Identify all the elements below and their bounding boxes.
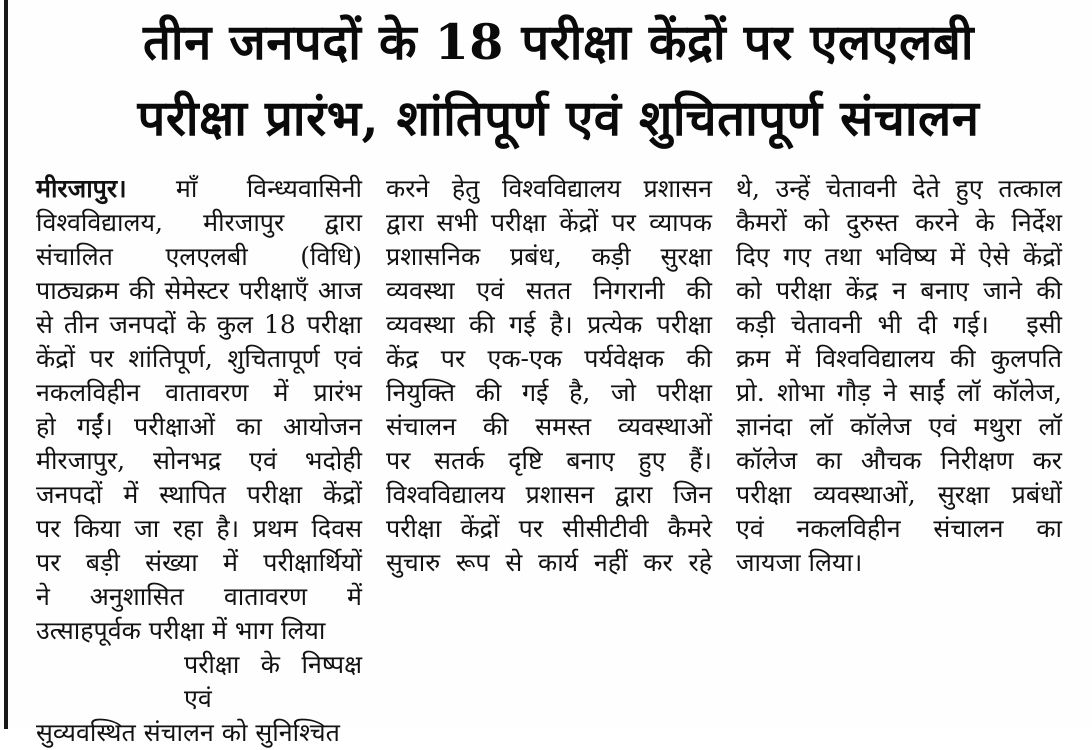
article-line: नियुक्ति की गई है, जो परीक्षा <box>386 378 712 407</box>
headline-line-1: तीन जनपदों के 18 परीक्षा केंद्रों पर एलएलबी <box>142 13 975 71</box>
left-border-rule <box>4 0 8 729</box>
article-line: नकलविहीन वातावरण में प्रारंभ <box>36 378 362 407</box>
article-line: एवं नकलविहीन संचालन का <box>736 514 1062 543</box>
article-line: पाठ्यक्रम की सेमेस्टर परीक्षाएँ आज <box>36 276 362 305</box>
article-line: प्रशासनिक प्रबंध, कड़ी सुरक्षा <box>386 242 712 271</box>
article-line: दिए गए तथा भविष्य में ऐसे केंद्रों <box>736 242 1062 271</box>
headline-line-2: परीक्षा प्रारंभ, शांतिपूर्ण एवं शुचितापूर्ण संचालन <box>137 89 980 147</box>
article-line: मीरजापुर, सोनभद्र एवं भदोही <box>36 446 362 475</box>
article-column-1 <box>36 172 362 750</box>
article-line: सुचारु रूप से कार्य नहीं कर रहे <box>386 548 712 577</box>
article-line: थे, उन्हें चेतावनी देते हुए तत्काल <box>736 174 1062 203</box>
article-line: प्रो. शोभा गौड़ ने साईं लॉ कॉलेज, <box>736 378 1062 407</box>
article-line: से तीन जनपदों के कुल 18 परीक्षा <box>36 310 362 339</box>
article-line: परीक्षा के निष्पक्ष एवं <box>184 650 362 713</box>
article-line: द्वारा सभी परीक्षा केंद्रों पर व्यापक <box>386 208 712 237</box>
article-line: ने अनुशासित वातावरण में <box>36 582 362 611</box>
article-line: मीरजापुर। माँ विन्ध्यवासिनी <box>36 174 362 203</box>
article-line: केंद्र पर एक-एक पर्यवेक्षक की <box>386 344 712 373</box>
article-line: केंद्रों पर शांतिपूर्ण, शुचितापूर्ण एवं <box>36 344 362 373</box>
article-headline <box>0 0 1092 156</box>
article-line: कड़ी चेतावनी भी दी गई। इसी <box>736 310 1062 339</box>
article-column-3 <box>736 172 1062 750</box>
article-line: व्यवस्था की गई है। प्रत्येक परीक्षा <box>386 310 712 339</box>
article-line: व्यवस्था एवं सतत निगरानी की <box>386 276 712 305</box>
dateline: मीरजापुर। <box>36 174 127 203</box>
article-line: विश्वविद्यालय, मीरजापुर द्वारा <box>36 208 362 237</box>
article-line: हो गईं। परीक्षाओं का आयोजन <box>36 412 362 441</box>
article-line: करने हेतु विश्वविद्यालय प्रशासन <box>386 174 712 203</box>
article-line: विश्वविद्यालय प्रशासन द्वारा जिन <box>386 480 712 509</box>
article-line: सुव्यवस्थित संचालन को सुनिश्चित <box>36 718 340 747</box>
article-line: पर बड़ी संख्या में परीक्षार्थियों <box>36 548 362 577</box>
article-line: संचालित एलएलबी (विधि) <box>36 242 362 271</box>
article-line: पर सतर्क दृष्टि बनाए हुए हैं। <box>386 446 712 475</box>
article-line: कैमरों को दुरुस्त करने के निर्देश <box>736 208 1062 237</box>
article-body <box>0 156 1092 750</box>
article-line: उत्साहपूर्वक परीक्षा में भाग लिया <box>36 616 326 645</box>
article-line: कॉलेज का औचक निरीक्षण कर <box>736 446 1062 475</box>
article-line: परीक्षा केंद्रों पर सीसीटीवी कैमरे <box>386 514 712 543</box>
article-line: ज्ञानंदा लॉ कॉलेज एवं मथुरा लॉ <box>736 412 1062 441</box>
article-line: जायजा लिया। <box>736 548 863 577</box>
article-line: परीक्षा व्यवस्थाओं, सुरक्षा प्रबंधों <box>736 480 1062 509</box>
article-line: को परीक्षा केंद्र न बनाए जाने की <box>736 276 1062 305</box>
article-line: संचालन की समस्त व्यवस्थाओं <box>386 412 712 441</box>
article-column-2 <box>386 172 712 750</box>
article-line: जनपदों में स्थापित परीक्षा केंद्रों <box>36 480 362 509</box>
article-line: पर किया जा रहा है। प्रथम दिवस <box>36 514 362 543</box>
article-line: क्रम में विश्वविद्यालय की कुलपति <box>736 344 1062 373</box>
